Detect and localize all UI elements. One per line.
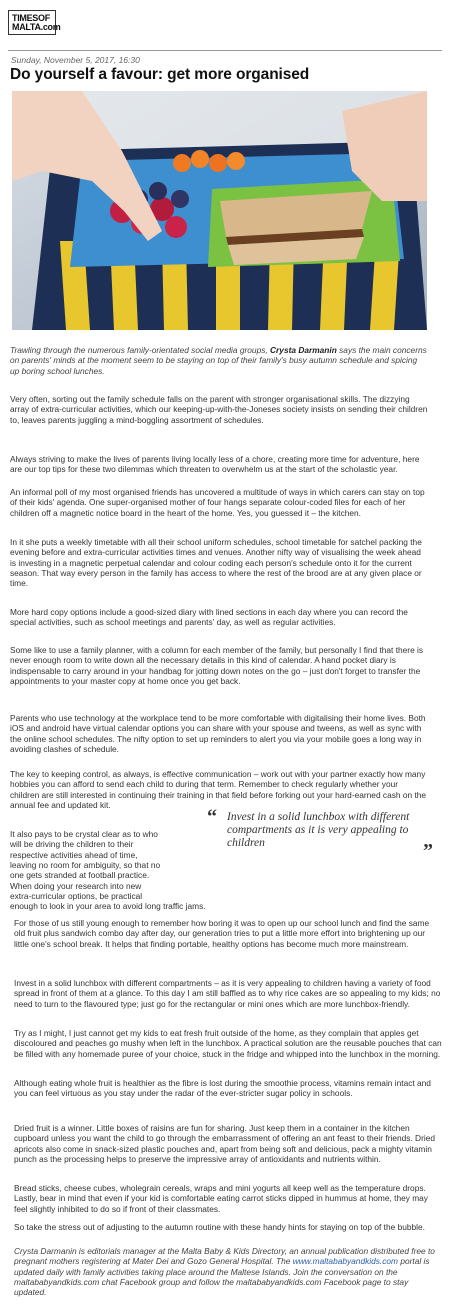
paragraph-10: For those of us still young enough to remember how boring it was to open up our school lunch and find the same old fruit plus sandwich combo day after day, our generation tries to put a little more effort into brightening up our little one's school break. It helps that finding portable, healthy options has become much more mainstream. xyxy=(14,918,430,949)
close-quote-icon: ” xyxy=(423,840,433,862)
article-photo xyxy=(12,91,427,330)
paragraph-14: Dried fruit is a winner. Little boxes of raisins are fun for sharing. Just keep them in a container in the kitchen cupboard unless you want the child to go through the embarrassment of offering an ant feast to their friends. Dried apricots also come in snack-sized plastic pouches and, apart from being soft and delicious, pack a mighty vitamin punch as the processing helps to preserve the impressive array of antioxidants and nutrients within. xyxy=(14,1123,435,1165)
logo-line-1: TIMESOF xyxy=(12,13,50,23)
paragraph-9-line: When doing your research into new xyxy=(10,880,142,891)
paragraph-1: Very often, sorting out the family schedule falls on the parent with stronger organisational skills. The dizzying array of extra-curricular activities, which our keeping-up-with-the-Joneses society insists on sending their children to, leaves parents juggling a mind-boggling assortment of schedules. xyxy=(10,394,428,425)
paragraph-16: So take the stress out of adjusting to the autumn routine with these handy hints for staying on top of the bubble. xyxy=(14,1222,425,1232)
article-title: Do yourself a favour: get more organised xyxy=(10,66,310,83)
paragraph-12: Try as I might, I just cannot get my kids to eat fresh fruit outside of the home, as they complain that apples get discoloured and peaches go mushy when left in the lunchbox. A practical solution are the reusable pouches that can be filled with any homemade puree of your choice, stuck in the fridge and whipped into the lunchbox in the morning. xyxy=(14,1028,442,1059)
article-intro xyxy=(10,345,428,376)
logo-line-2: MALTA.com xyxy=(12,22,61,32)
paragraph-2: Always striving to make the lives of parents living locally less of a chore, creating more time for adventure, here are our top tips for these two dilemmas which threaten to overwhelm us at the start of the scholastic year. xyxy=(10,454,420,475)
masthead xyxy=(8,6,442,51)
paragraph-3: An informal poll of my most organised friends has uncovered a multitude of ways in which carers can stay on top of their kids' agenda. One super-organised mother of four hangs separate colour-coded files for each of her children off a magnetic notice board in the heart of the home. Yes, you guessed it – the kitchen. xyxy=(10,487,425,518)
paragraph-11: Invest in a solid lunchbox with different compartments – as it is very appealing to children having a variety of food spread in front of them at a glance. To this day I am still baffled as to why rice cakes are so appealing to my kids; no need to turn to the flavoured type; just go for the rectangular or mini ones which are more lunchbox-friendly. xyxy=(14,978,441,1009)
paragraph-9-line: extra-curricular options, be practical xyxy=(10,891,143,902)
intro-text-start: Trawling through the numerous family-orientated social media groups, xyxy=(10,345,271,355)
site-logo[interactable] xyxy=(8,10,61,35)
paragraph-9 xyxy=(10,829,210,912)
paragraph-9-line: will be driving the children to their xyxy=(10,839,134,850)
intro-author-name: Crysta Darmanin xyxy=(270,345,337,355)
open-quote-icon: “ xyxy=(207,806,217,828)
intro-text-end: says the main concerns on parents' minds at the moment seem to be staying on top of their family's busy autumn schedule and spicing up boring school lunches. xyxy=(10,345,427,376)
author-bio-text-start: Crysta Darmanin is editorials manager at the Malta Baby & Kids Directory, an annual publication distributed free to pregnant mothers registering at Mater Dei and Gozo General Hospital. The xyxy=(14,1246,435,1267)
paragraph-6: Some like to use a family planner, with a column for each member of the family, but personally I find that there is never enough room to write down all the necessary details in this kind of calendar. A hand pocket diary is indispensable to carry around in your handbag for jotting down notes on the go – just don't forget to transfer the appointments to your master copy at home once you get back. xyxy=(10,645,424,687)
author-bio-text-end: portal is updated daily with family activities taking place around the Maltese Islands. Join the conversation on the maltababyandkids.com chat Facebook group and follow the maltababyandkids.com Facebook page to stay updated. xyxy=(14,1256,430,1298)
pull-quote xyxy=(205,805,443,862)
paragraph-9-line: It also pays to be crystal clear as to who xyxy=(10,829,158,839)
lunchbox-photo-illustration xyxy=(12,91,427,330)
pull-quote-text: Invest in a solid lunchbox with different compartments as it is very appealing to children xyxy=(227,811,410,849)
paragraph-7: Parents who use technology at the workplace tend to be more comfortable with digitalising their home lives. Both iOS and android have virtual calendar options you can share with your spouse and tweens, as well as sync with the online school schedules. The nifty option to set up reminders to alert you via your mobile goes a long way in avoiding clashes of schedule. xyxy=(10,713,426,755)
paragraph-5: More hard copy options include a good-sized diary with lined sections in each day where you can record the special activities, such as school meetings and parents' day, as well as regular activities. xyxy=(10,607,408,628)
paragraph-8: The key to keeping control, as always, is effective communication – work out with your partner exactly how many hobbies you can afford to send each child to during that term. Remember to check regularly whether your children are still interested in continuing their training in that field before forking out your hard-earned cash on the annual fee and updated kit. xyxy=(10,769,427,811)
portal-link[interactable]: www.maltababyandkids.com xyxy=(292,1256,399,1267)
paragraph-9-line: leaving no room for ambiguity, so that no xyxy=(10,860,161,871)
article-dateline: Sunday, November 5, 2017, 16:30 xyxy=(11,55,140,65)
author-bio xyxy=(14,1246,442,1298)
paragraph-4: In it she puts a weekly timetable with all their school uniform schedules, school timetable for satchel packing the evening before and extra-curricular activities times and venues. Another nifty way of visualising the week ahead is investing in a magnetic perpetual calendar and colour coding each person's schedule onto it for the current season. That way every person in the family has access to where the rest of the brood are at any given place or time. xyxy=(10,537,422,589)
paragraph-9-line: enough to look in your area to avoid long traffic jams. xyxy=(10,901,206,912)
paragraph-9-line: respective activities ahead of time, xyxy=(10,849,138,860)
paragraph-15: Bread sticks, cheese cubes, wholegrain cereals, wraps and mini yogurts all keep well as the temperature drops. Lastly, bear in mind that even if your kid is comfortable eating carrot sticks dipped in hummus at home, they may feel slightly inhibited to do so if front of their classmates. xyxy=(14,1183,428,1214)
paragraph-13: Although eating whole fruit is healthier as the fibre is lost during the smoothie process, vitamins remain intact and you can feel virtuous as you stay under the radar of the ever-stricter sugar policy in schools. xyxy=(14,1078,431,1099)
paragraph-9-line: one gets stranded at football practice. xyxy=(10,870,150,881)
